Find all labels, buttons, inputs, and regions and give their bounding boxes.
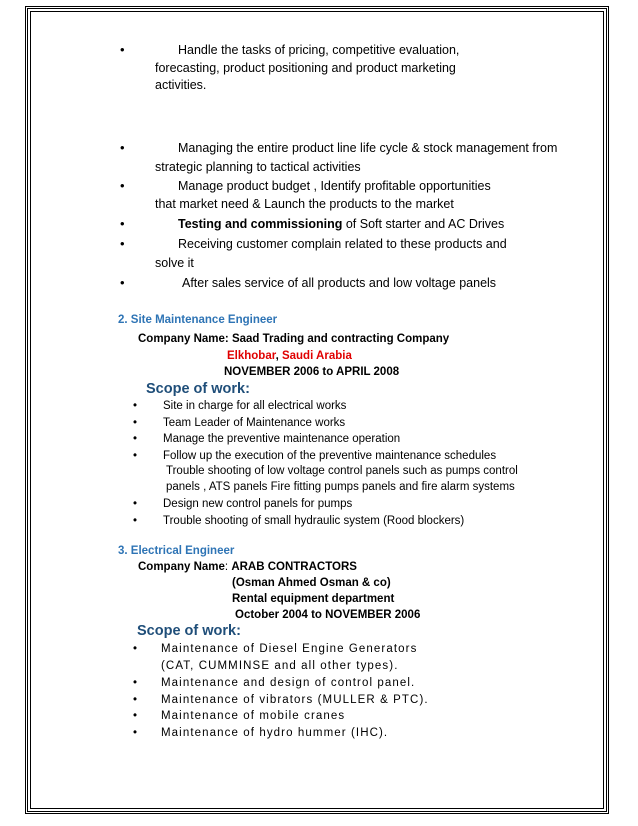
- location-sep: ,: [275, 350, 282, 362]
- job-heading: 2. Site Maintenance Engineer: [118, 314, 278, 326]
- bullet-marker: •: [133, 417, 138, 429]
- duty-text-bold: Testing and commissioning: [178, 217, 343, 231]
- scope-item: Maintenance of vibrators (MULLER & PTC).: [161, 694, 429, 706]
- bullet-marker: •: [133, 400, 138, 412]
- employment-dates: NOVEMBER 2006 to APRIL 2008: [224, 366, 400, 378]
- bullet-marker: •: [133, 433, 138, 445]
- bullet-marker: •: [120, 216, 125, 231]
- duty-text-rest: of Soft starter and AC Drives: [342, 217, 505, 231]
- scope-item: Maintenance of mobile cranes: [161, 710, 346, 722]
- bullet-marker: •: [133, 498, 138, 510]
- bullet-marker: •: [120, 236, 125, 251]
- bullet-marker: •: [120, 178, 125, 193]
- bullet-marker: •: [133, 450, 138, 462]
- bullet-marker: •: [133, 643, 138, 655]
- employment-dates: October 2004 to NOVEMBER 2006: [235, 609, 421, 621]
- bullet-marker: •: [133, 710, 138, 722]
- scope-item: panels , ATS panels Fire fitting pumps panels and fire alarm systems: [166, 481, 515, 493]
- company-name: : Saad Trading and contracting Company: [224, 333, 450, 345]
- scope-item: Maintenance of hydro hummer (IHC).: [161, 727, 389, 739]
- scope-item: Trouble shooting of low voltage control panels such as pumps control: [166, 465, 518, 477]
- bullet-marker: •: [133, 727, 138, 739]
- company-label: Company Name: [138, 333, 225, 345]
- scope-item: Manage the preventive maintenance operation: [163, 433, 401, 445]
- duty-text: that market need & Launch the products to the market: [155, 197, 454, 211]
- job-heading: 3. Electrical Engineer: [118, 545, 235, 557]
- company-line: [138, 333, 449, 345]
- scope-item: Design new control panels for pumps: [163, 498, 353, 510]
- company-name: ARAB CONTRACTORS: [231, 561, 357, 573]
- duty-text: After sales service of all products and low voltage panels: [182, 276, 497, 290]
- bullet-marker: •: [120, 140, 125, 155]
- bullet-marker: •: [120, 42, 125, 57]
- duty-text: Handle the tasks of pricing, competitive evaluation,: [178, 43, 460, 57]
- scope-title: Scope of work:: [146, 381, 250, 397]
- bullet-marker: •: [133, 677, 138, 689]
- duty-text: activities.: [155, 78, 207, 92]
- bullet-marker: •: [133, 694, 138, 706]
- bullet-marker: •: [120, 275, 125, 290]
- scope-item: Trouble shooting of small hydraulic system (Rood blockers): [163, 515, 465, 527]
- scope-item: Maintenance of Diesel Engine Generators: [161, 643, 418, 655]
- scope-item: Maintenance and design of control panel.: [161, 677, 416, 689]
- scope-item: Follow up the execution of the preventive maintenance schedules: [163, 450, 497, 462]
- duty-text: Manage product budget , Identify profitable opportunities: [178, 179, 491, 193]
- duty-text: solve it: [155, 256, 194, 270]
- duty-text: strategic planning to tactical activities: [155, 160, 361, 174]
- duty-text: [178, 217, 504, 231]
- company-line: [138, 561, 357, 573]
- company-location: [227, 350, 352, 362]
- location-country: Saudi Arabia: [281, 350, 352, 362]
- scope-item: (CAT, CUMMINSE and all other types).: [161, 660, 399, 672]
- company-sep: :: [224, 561, 232, 573]
- scope-item: Team Leader of Maintenance works: [163, 417, 346, 429]
- scope-item: Site in charge for all electrical works: [163, 400, 347, 412]
- bullet-marker: •: [133, 515, 138, 527]
- duty-text: Managing the entire product line life cycle & stock management from: [178, 141, 558, 155]
- scope-title: Scope of work:: [137, 623, 241, 639]
- duty-text: forecasting, product positioning and product marketing: [155, 61, 456, 75]
- company-department: Rental equipment department: [232, 593, 395, 605]
- duty-text: Receiving customer complain related to these products and: [178, 237, 507, 251]
- company-label: Company Name: [138, 561, 225, 573]
- location-city: Elkhobar: [227, 350, 276, 362]
- company-subtitle: (Osman Ahmed Osman & co): [232, 577, 391, 589]
